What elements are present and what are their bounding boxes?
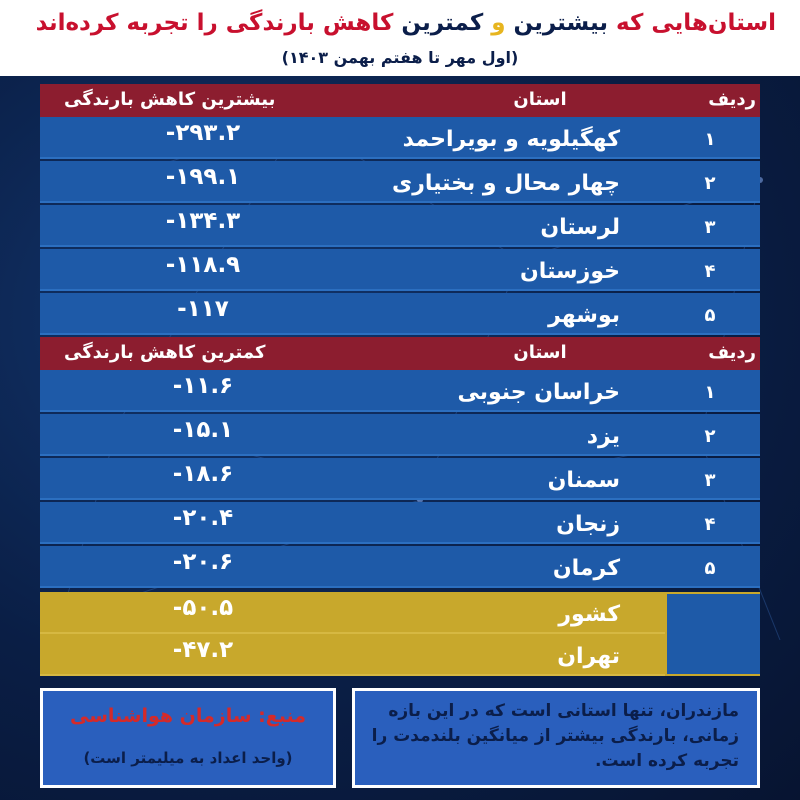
- table-row: [40, 546, 760, 588]
- header-value: بیشترین کاهش بارندگی: [64, 89, 276, 110]
- header-province: استان: [513, 89, 567, 110]
- table-row: [40, 458, 760, 500]
- row-rank: ۲: [704, 426, 716, 447]
- table-row: [40, 117, 760, 159]
- table-row: [40, 205, 760, 247]
- row-value: -۲۰.۶: [172, 549, 234, 575]
- table-row: [40, 370, 760, 412]
- table-header: [40, 337, 760, 370]
- header-value: کمترین کاهش بارندگی: [64, 342, 266, 363]
- row-rank: ۵: [704, 558, 716, 579]
- row-province: زنجان: [556, 512, 620, 537]
- table-header: [40, 84, 760, 117]
- row-rank: ۱: [704, 129, 716, 150]
- row-value: -۱۹۹.۱: [165, 164, 241, 190]
- row-province: بوشهر: [548, 303, 620, 328]
- date-range-subtitle: (اول مهر تا هفتم بهمن ۱۴۰۳): [281, 48, 519, 67]
- source-box: [40, 688, 336, 788]
- summary-table: [40, 592, 760, 678]
- row-province: کهگیلویه و بویراحمد: [402, 127, 620, 152]
- page-title: [24, 10, 776, 36]
- table-row: [40, 293, 760, 335]
- row-value: -۱۱۸.۹: [165, 252, 241, 278]
- row-name: کشور: [558, 602, 620, 627]
- row-name: تهران: [557, 644, 620, 669]
- row-province: خراسان جنوبی: [457, 380, 620, 405]
- table-row-tehran: [40, 634, 665, 676]
- source-label: منبع: سازمان هواشناسی: [69, 705, 307, 727]
- row-value: -۵۰.۵: [172, 595, 234, 621]
- row-rank: ۲: [704, 173, 716, 194]
- summary-rank-cell: [665, 592, 760, 676]
- title-part-3: و: [491, 10, 506, 36]
- row-rank: ۳: [704, 217, 716, 238]
- table-row-country: [40, 592, 665, 634]
- mazandaran-note-box: [352, 688, 760, 788]
- row-value: -۱۱۷: [177, 296, 229, 322]
- title-header: [0, 0, 800, 76]
- row-province: چهار محال و بختیاری: [392, 171, 620, 196]
- row-value: -۴۷.۲: [172, 637, 234, 663]
- row-rank: ۴: [704, 514, 716, 535]
- header-rank: ردیف: [708, 89, 756, 110]
- row-value: -۱۱.۶: [172, 373, 234, 399]
- title-part-4: کمترین: [401, 10, 484, 36]
- title-part-5: کاهش بارندگی را تجربه کرده‌اند: [35, 10, 394, 36]
- row-province: خوزستان: [520, 259, 620, 284]
- row-value: -۱۳۴.۳: [165, 208, 241, 234]
- row-value: -۲۹۳.۲: [165, 120, 241, 146]
- row-rank: ۵: [704, 305, 716, 326]
- row-rank: ۴: [704, 261, 716, 282]
- header-province: استان: [513, 342, 567, 363]
- header-rank: ردیف: [708, 342, 756, 363]
- note-text: مازندران، تنها استانی است که در این بازه زمانی، بارندگی بیشتر از میانگین بلندمدت را تجربه کرده است.: [371, 701, 739, 771]
- row-province: یزد: [586, 424, 620, 449]
- row-province: سمنان: [547, 468, 620, 493]
- title-part-2: بیشترین: [513, 10, 608, 36]
- table-row: [40, 249, 760, 291]
- unit-note: (واحد اعداد به میلیمتر است): [83, 749, 293, 767]
- row-province: کرمان: [552, 556, 620, 581]
- title-part-1: استان‌هایی که: [616, 10, 776, 36]
- row-value: -۲۰.۴: [172, 505, 234, 531]
- row-value: -۱۸.۶: [172, 461, 234, 487]
- table-row: [40, 414, 760, 456]
- row-rank: ۳: [704, 470, 716, 491]
- row-rank: ۱: [704, 382, 716, 403]
- row-province: لرستان: [540, 215, 620, 240]
- table-row: [40, 161, 760, 203]
- table-row: [40, 502, 760, 544]
- row-value: -۱۵.۱: [172, 417, 234, 443]
